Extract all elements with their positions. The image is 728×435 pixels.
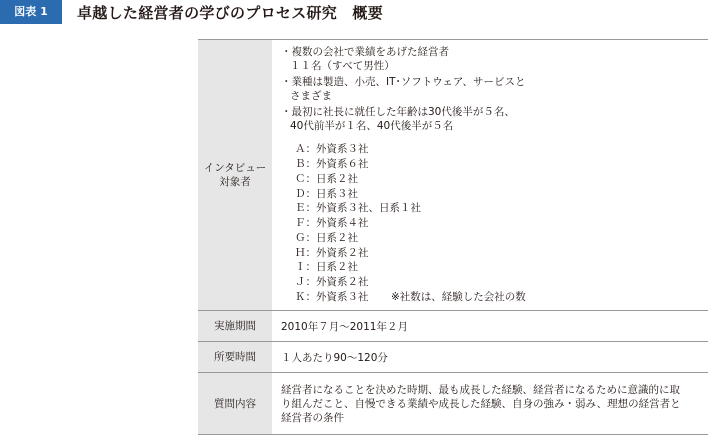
- list-item: Ｃ：日系２社: [295, 172, 358, 185]
- bullet-item: [281, 45, 708, 73]
- list-item: Ｅ：外資系３社、日系１社: [295, 202, 421, 215]
- list-item: Ｈ：外資系２社: [295, 246, 369, 259]
- bullet-line: １１名（すべて男性）: [290, 60, 395, 73]
- row-label-line: 対象者: [219, 176, 251, 188]
- overview-table: [198, 39, 708, 435]
- table-row: [198, 311, 708, 342]
- executive-list: [281, 142, 708, 305]
- list-item: Ｄ：日系３社: [295, 187, 358, 200]
- row-label-line: インタビュー: [203, 162, 267, 174]
- bullet-line: ・複数の会社で業績をあげた経営者: [281, 46, 449, 59]
- page-title: 卓越した経営者の学びのプロセス研究 概要: [77, 4, 384, 22]
- list-item-last: [281, 290, 708, 305]
- row-value: [272, 40, 708, 311]
- list-item: Ｂ：外資系６社: [295, 157, 369, 170]
- bullet-item: [281, 105, 708, 133]
- table-row: [198, 373, 708, 435]
- list-item: Ｊ：外資系２社: [295, 276, 369, 289]
- list-item-text: Ｋ：外資系３社: [295, 291, 369, 304]
- row-label: 実施期間: [198, 311, 272, 342]
- figure-label: 図表 1: [0, 0, 62, 24]
- footnote: ※社数は、経験した会社の数: [391, 291, 526, 304]
- row-label: [198, 40, 272, 311]
- bullet-line: 40代前半が１名、40代後半が５名: [290, 120, 454, 133]
- row-label: 質問内容: [198, 373, 272, 435]
- row-label: 所要時間: [198, 342, 272, 373]
- list-item: Ｇ：日系２社: [295, 231, 358, 244]
- question-content: 経営者になることを決めた時期、最も成長した経験、経営者になるために意識的に取り組んだこと、自慢できる業績や成長した経験、自身の強み・弱み、理想の経営者と経営者の条件: [281, 383, 681, 424]
- table-row: [198, 342, 708, 373]
- row-value: １人あたり90～120分: [272, 342, 708, 373]
- list-item: Ｆ：外資系４社: [295, 217, 369, 230]
- bullet-line: ・業種は製造、小売、IT･ソフトウェア、サービスと: [281, 76, 526, 89]
- figure-header: [0, 0, 728, 30]
- list-item: Ａ：外資系３社: [295, 143, 369, 156]
- list-item: Ｉ：日系２社: [295, 261, 358, 274]
- row-value: 2010年７月～2011年２月: [272, 311, 708, 342]
- bullet-line: ・最初に社長に就任した年齢は30代後半が５名、: [281, 106, 515, 119]
- bullet-item: [281, 75, 708, 103]
- row-value: [272, 373, 708, 435]
- table-row: [198, 40, 708, 311]
- bullet-line: さまざま: [290, 90, 332, 103]
